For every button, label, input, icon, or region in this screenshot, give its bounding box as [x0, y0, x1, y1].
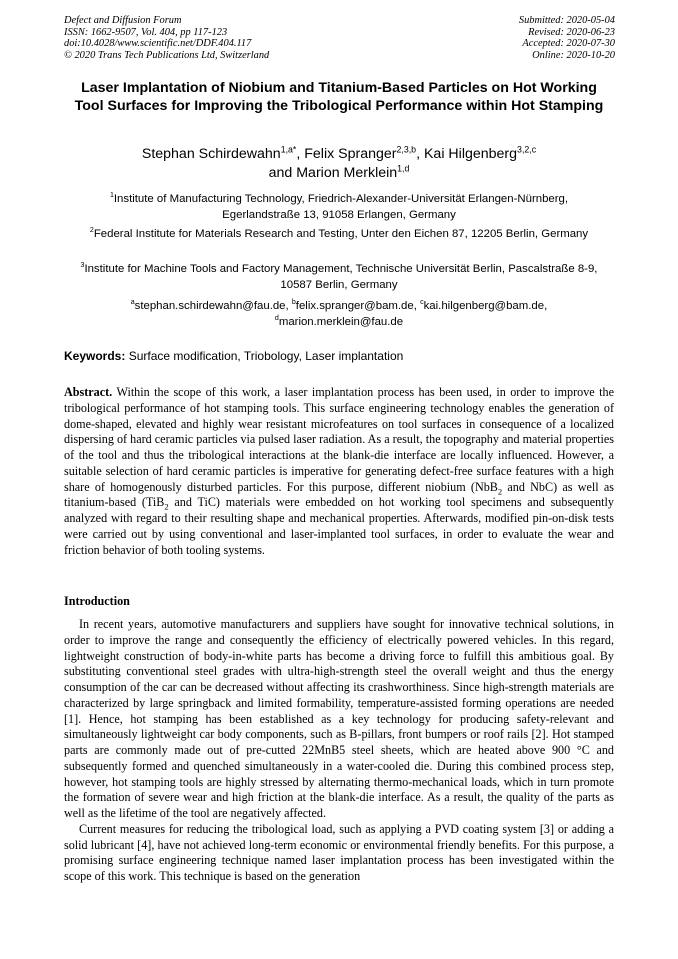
journal-copyright: © 2020 Trans Tech Publications Ltd, Switzerland — [64, 49, 270, 61]
date-submitted: Submitted: 2020-05-04 — [518, 15, 615, 26]
paragraph: In recent years, automotive manufacturers and suppliers have sought for innovative technical solutions, in order to improve the range and consequently the efficiency of electrically powered vehicles. In this regard, lightweight construction of body-in-white parts has become a driving force to fulfill this ambitious goal. By substituting conventional steel grades with ultra-high-strength steel the overall weight and thus the energy consumption of the car can be decreased without affecting its crashworthiness. Since high-strength materials are characterized by large springback and limited formability, temperature-assisted forming operations are needed [1]. Hence, hot stamping has been established as a key technology for producing safety-relevant and simultaneously lightweight car body components, such as B-pillars, front bumpers or roof rails [2]. Hot stamped parts are commonly made out of pre-cutted 22MnB5 steel sheets, which are heated above 900 °C and subsequently formed and quenched simultaneously in a water-cooled die. During this combined process step, however, hot stamping tools are highly stressed by alternating thermo-mechanical loads, which in turn promote the formation of severe wear and high friction at the blank-die interface. As a result, the quality of the parts as well as the lifetime of the tool are negatively affected. — [64, 617, 614, 820]
keywords-label: Keywords: — [64, 349, 126, 363]
author-affiliation-marker: 2,3,b — [396, 144, 417, 155]
affiliation — [80, 261, 598, 294]
journal-doi[interactable]: doi:10.4028/www.scientific.net/DDF.404.117 — [64, 38, 252, 50]
paragraph: Current measures for reducing the tribological load, such as applying a PVD coating system [3] or adding a solid lubricant [4], have not achieved long-term economic or environmental friendly benefits. For this purpose, a promising surface engineering technique named laser implantation process has been investigated within the scope of this work. This technique is based on the generation — [64, 821, 614, 883]
author-emails: $^a$stephan.schirdewahn@fau.de, $^b$felix.spranger@bam.de, $^c$kai.hilgenberg@bam.de, $^d$marion.merklein@fau.de — [130, 299, 548, 329]
author-name: Kai Hilgenberg — [423, 146, 518, 162]
email-link[interactable]: felix.spranger@bam.de — [295, 300, 414, 312]
date-revised: Revised: 2020-06-23 — [528, 26, 615, 38]
author-affiliation-marker: 1,d — [397, 163, 410, 174]
paper-title: Laser Implantation of Niobium and Titanium-Based Particles on Hot Working Tool Surfaces for Improving the Tribological Performance within Hot Stamping — [74, 80, 604, 114]
section-heading-introduction: Introduction — [64, 594, 130, 608]
affiliation-marker: 2 — [89, 227, 94, 235]
date-online: Online: 2020-10-20 — [532, 49, 615, 61]
journal-name: Defect and Diffusion Forum — [64, 15, 182, 26]
date-accepted: Accepted: 2020-07-30 — [522, 38, 615, 50]
affiliation-text: Federal Institute for Materials Research and Testing, Unter den Eichen 87, 12205 Berlin, Germany — [93, 228, 589, 240]
abstract-label: Abstract. — [64, 385, 113, 399]
journal-issn: ISSN: 1662-9507, Vol. 404, pp 117-123 — [64, 26, 228, 38]
affiliation-text: Institute of Manufacturing Technology, Friedrich-Alexander-Universität Erlangen-Nürnberg, Egerlandstraße 13, 91058 Erlangen, Germany — [113, 193, 569, 222]
author-list: Stephan Schirdewahn$^{1,a*}$, Felix Spranger$^{2,3,b}$, Kai Hilgenberg$^{3,2,c}$ and Marion Merklein$^{1,d}$ — [141, 144, 537, 181]
abstract: Abstract. Within the scope of this work, a laser implantation process has been used, in order to improve the tribological performance of hot stamping tools. This surface engineering technology enables the generation of dome-shaped, elevated and highly wear resistant microfeatures on tool surfaces in consequence of a localized dispersing of hard ceramic particles via pulsed laser radiation. As a result, the topography and material properties of the tool and thus the tribological interactions at the blank-die interface are locally influenced. However, a suitable selection of hard ceramic particles is imperative for generating defect-free surface features with a high share of homogenously disturbed particles. For this purpose, different niobium (NbB$_2$ and NbC) as well as titanium-based (TiB$_2$ and TiC) materials were embedded on hot working tool specimens and subsequently analyzed with regard to their resulting shape and mechanical properties. Afterwards, modified pin-on-disk tests were carried out by using conventional and laser-implanted tool surfaces, in order to evaluate the wear and friction behavior of both tooling systems. — [64, 385, 614, 557]
affiliation-marker: 1 — [109, 192, 114, 200]
journal-info — [64, 15, 269, 61]
keywords — [64, 348, 614, 364]
email-link[interactable]: stephan.schirdewahn@fau.de — [134, 300, 286, 312]
keywords-text: Surface modification, Triobology, Laser implantation — [128, 349, 404, 363]
email-link[interactable]: kai.hilgenberg@bam.de — [423, 300, 545, 312]
abstract-text: Within the scope of this work, a laser implantation process has been used, in order to improve the tribological performance of hot stamping tools. This surface engineering technology enables the generation of dome-shaped, elevated and highly wear resistant microfeatures on tool surfaces in consequence of a localized dispersing of hard ceramic particles via pulsed laser radiation. As a result, the topography and material properties of the tool and thus the tribological interactions at the blank-die interface are locally influenced. However, a suitable selection of hard ceramic particles is imperative for generating defect-free surface features with a high share of homogenously disturbed particles. For this purpose, different niobium (NbB — [64, 385, 614, 494]
email-link[interactable]: marion.merklein@fau.de — [278, 316, 404, 329]
author-name: Felix Spranger — [304, 146, 397, 162]
introduction-body — [64, 617, 614, 885]
author-affiliation-marker: 3,2,c — [517, 144, 537, 155]
author-name: Stephan Schirdewahn — [141, 146, 281, 162]
author-affiliation-marker: 1,a* — [280, 144, 297, 155]
author-name: Marion Merklein — [296, 165, 398, 181]
affiliation-text: Institute for Machine Tools and Factory Management, Technische Universität Berlin, Pascalstraße 8-9, 10587 Berlin, Germany — [84, 263, 598, 292]
affiliation — [80, 191, 598, 224]
affiliation — [80, 226, 598, 242]
affiliation-marker: 3 — [80, 262, 85, 270]
publication-dates — [519, 15, 615, 61]
